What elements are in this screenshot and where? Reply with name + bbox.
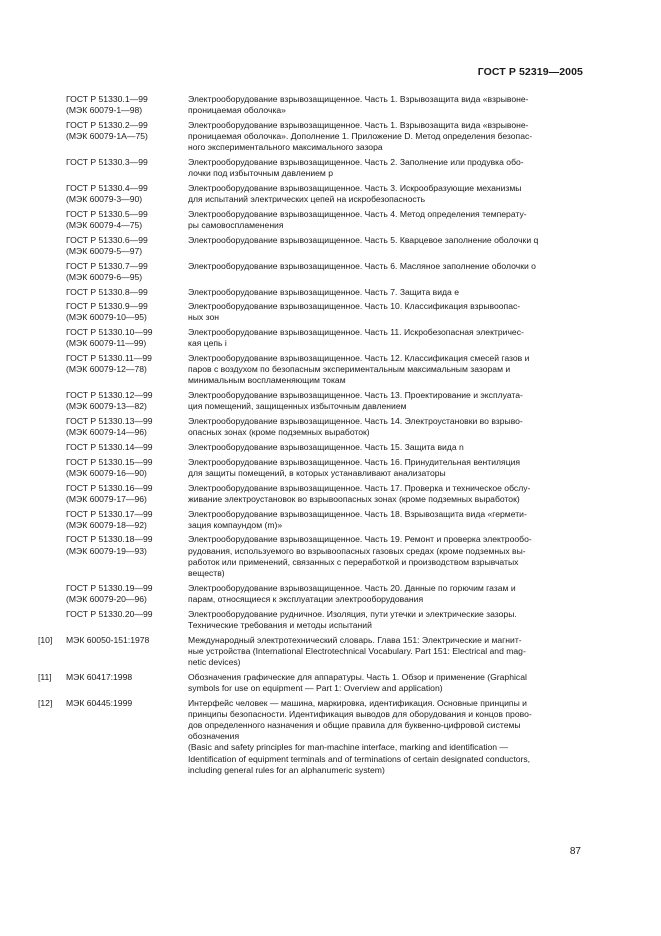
standard-designation: ГОСТ Р 51330.10—99 (66, 327, 153, 338)
reference-entry (38, 390, 588, 412)
reference-title-line: Электрооборудование рудничное. Изоляция, пути утечки и электрические зазоры. (188, 608, 517, 619)
reference-title-line: Электрооборудование взрывозащищенное. Часть 17. Проверка и техническое обслу- (188, 482, 531, 493)
reference-entry (38, 672, 588, 694)
reference-title-line: Электрооборудование взрывозащищенное. Часть 3. Искрообразующие механизмы (188, 182, 522, 193)
reference-title (188, 157, 588, 179)
reference-title-line: ного экспериментального максимального зазора (188, 142, 383, 153)
reference-code (66, 287, 188, 298)
standard-designation: ГОСТ Р 51330.6—99 (66, 234, 148, 245)
reference-number (38, 261, 66, 283)
reference-code (66, 534, 188, 579)
reference-code (66, 635, 188, 669)
reference-title-line: минимальным воспламеняющим токам (188, 375, 346, 386)
reference-title (188, 509, 588, 531)
reference-entry (38, 416, 588, 438)
reference-code (66, 483, 188, 505)
reference-number (38, 483, 66, 505)
reference-number (38, 327, 66, 349)
reference-code (66, 698, 188, 776)
reference-code (66, 672, 188, 694)
reference-title (188, 698, 588, 776)
standard-designation: (МЭК 60079-11—99) (66, 338, 147, 349)
reference-title-line: работок или применений, связанных с переработкой и производством взрывчатых (188, 556, 519, 567)
reference-code (66, 301, 188, 323)
reference-number (38, 416, 66, 438)
reference-code (66, 390, 188, 412)
reference-title-line: including general rules for an alphanumeric system) (188, 764, 385, 775)
reference-title-line: Электрооборудование взрывозащищенное. Часть 7. Защита вида e (188, 286, 459, 297)
reference-entry (38, 287, 588, 298)
standard-designation: ГОСТ Р 51330.11—99 (66, 353, 152, 364)
reference-title-line: Электрооборудование взрывозащищенное. Часть 10. Классификация взрывоопас- (188, 301, 521, 312)
reference-entry (38, 327, 588, 349)
reference-code (66, 157, 188, 179)
standard-designation: (МЭК 60079-6—95) (66, 271, 143, 282)
reference-code (66, 327, 188, 349)
reference-title-line: symbols for use on equipment — Part 1: Overview and application) (188, 682, 443, 693)
standard-designation: ГОСТ Р 51330.14—99 (66, 441, 153, 452)
reference-title (188, 261, 588, 283)
standard-designation: ГОСТ Р 51330.3—99 (66, 157, 148, 168)
standard-designation: (МЭК 60079-12—78) (66, 364, 147, 375)
reference-entry (38, 235, 588, 257)
reference-entry (38, 698, 588, 776)
reference-number (38, 353, 66, 387)
reference-title-line: Электрооборудование взрывозащищенное. Часть 19. Ремонт и проверка электрообо- (188, 534, 532, 545)
standard-designation: (МЭК 60079-4—75) (66, 220, 143, 231)
reference-title (188, 442, 588, 453)
reference-title (188, 416, 588, 438)
reference-title (188, 672, 588, 694)
reference-title (188, 327, 588, 349)
standard-designation: (МЭК 60079-20—96) (66, 593, 147, 604)
standard-designation: (МЭК 60079-18—92) (66, 519, 147, 530)
reference-title-line: ры самовоспламенения (188, 220, 284, 231)
reference-code (66, 509, 188, 531)
reference-title-line: рудования, используемого во взрывоопасных газовых средах (кроме подземных вы- (188, 545, 526, 556)
reference-code (66, 353, 188, 387)
reference-title-line: обозначения (188, 731, 240, 742)
reference-title (188, 534, 588, 579)
reference-title-line: Электрооборудование взрывозащищенное. Часть 12. Классификация смесей газов и (188, 353, 530, 364)
standard-designation: МЭК 60417:1998 (66, 671, 133, 682)
reference-title-line: для испытаний электрических цепей на искробезопасность (188, 194, 426, 205)
standard-designation: ГОСТ Р 51330.4—99 (66, 182, 148, 193)
reference-number (38, 120, 66, 154)
reference-title-line: Электрооборудование взрывозащищенное. Часть 15. Защита вида n (188, 441, 464, 452)
standard-designation: ГОСТ Р 51330.7—99 (66, 260, 148, 271)
reference-entry (38, 183, 588, 205)
reference-title (188, 457, 588, 479)
reference-number (38, 94, 66, 116)
reference-title-line: ных зон (188, 312, 219, 323)
reference-title-line: Международный электротехнический словарь. Глава 151: Электрические и магнит- (188, 634, 522, 645)
standard-designation: ГОСТ Р 51330.8—99 (66, 286, 148, 297)
standard-designation: ГОСТ Р 51330.20—99 (66, 608, 153, 619)
reference-title-line: паров с воздухом по безопасным экспериментальным максимальным зазорам и (188, 364, 511, 375)
reference-code (66, 209, 188, 231)
reference-entry (38, 509, 588, 531)
standard-designation: МЭК 60050-151:1978 (66, 634, 150, 645)
reference-entry (38, 120, 588, 154)
reference-title-line: ные устройства (International Electrotechnical Vocabulary. Part 151: Electrical and mag- (188, 645, 526, 656)
reference-title-line: Электрооборудование взрывозащищенное. Часть 1. Взрывозащита вида «взрывоне- (188, 119, 529, 130)
standard-designation: (МЭК 60079-17—96) (66, 493, 147, 504)
standard-designation: ГОСТ Р 51330.9—99 (66, 301, 148, 312)
reference-code (66, 583, 188, 605)
reference-entry (38, 301, 588, 323)
reference-entry (38, 94, 588, 116)
reference-list (38, 94, 588, 779)
reference-code (66, 457, 188, 479)
reference-entry (38, 353, 588, 387)
reference-title-line: Технические требования и методы испытаний (188, 619, 372, 630)
standard-designation: ГОСТ Р 51330.16—99 (66, 482, 153, 493)
reference-entry (38, 483, 588, 505)
reference-title-line: Электрооборудование взрывозащищенное. Часть 14. Электроустановки во взрыво- (188, 416, 523, 427)
reference-title-line: зация компаундом (m)» (188, 519, 283, 530)
standard-designation: (МЭК 60079-10—95) (66, 312, 147, 323)
reference-number (38, 183, 66, 205)
standard-designation: (МЭК 60079-16—90) (66, 467, 147, 478)
reference-entry (38, 261, 588, 283)
reference-title-line: Электрооборудование взрывозащищенное. Часть 20. Данные по горючим газам и (188, 582, 516, 593)
reference-number (38, 390, 66, 412)
reference-title-line: netic devices) (188, 656, 241, 667)
reference-number (38, 457, 66, 479)
reference-title (188, 209, 588, 231)
reference-title-line: принципы безопасности. Идентификация выводов для оборудования и концов прово- (188, 708, 532, 719)
reference-number (38, 509, 66, 531)
reference-title-line: опасных зонах (кроме подземных выработок) (188, 427, 370, 438)
reference-title-line: Интерфейс человек — машина, маркировка, идентификация. Основные принципы и (188, 697, 527, 708)
reference-title (188, 583, 588, 605)
reference-title-line: Электрооборудование взрывозащищенное. Часть 6. Масляное заполнение оболочки o (188, 260, 536, 271)
page-number: 87 (569, 846, 581, 857)
reference-number: [10] (38, 634, 53, 645)
reference-code (66, 183, 188, 205)
reference-title (188, 483, 588, 505)
reference-title (188, 353, 588, 387)
reference-code (66, 120, 188, 154)
reference-code (66, 416, 188, 438)
standard-designation: (МЭК 60079-3—90) (66, 194, 143, 205)
reference-title-line: Электрооборудование взрывозащищенное. Часть 13. Проектирование и эксплуата- (188, 390, 523, 401)
reference-title-line: Identification of equipment terminals and of terminations of certain designated conductors, (188, 753, 531, 764)
reference-title-line: (Basic and safety principles for man-machine interface, marking and identification — (188, 742, 509, 753)
reference-title-line: Электрооборудование взрывозащищенное. Часть 1. Взрывозащита вида «взрывоне- (188, 94, 529, 104)
reference-code (66, 94, 188, 116)
reference-number (38, 287, 66, 298)
reference-entry (38, 635, 588, 669)
standard-designation: (МЭК 60079-1—98) (66, 105, 143, 116)
reference-number (38, 157, 66, 179)
reference-number: [12] (38, 697, 53, 708)
reference-number: [11] (38, 671, 52, 682)
reference-entry (38, 209, 588, 231)
standard-designation: (МЭК 60079-19—93) (66, 545, 147, 556)
standard-designation: ГОСТ Р 51330.13—99 (66, 416, 153, 427)
reference-title-line: лочки под избыточным давлением p (188, 168, 333, 179)
reference-entry (38, 457, 588, 479)
reference-title-line: ция помещений, защищенных избыточным давлением (188, 401, 407, 412)
standard-designation: ГОСТ Р 51330.5—99 (66, 208, 148, 219)
reference-number (38, 209, 66, 231)
reference-title-line: дов определенного назначения и общие правила для буквенно-цифровой системы (188, 719, 521, 730)
document-header: ГОСТ Р 52319—2005 (477, 66, 583, 78)
reference-number (38, 442, 66, 453)
standard-designation: (МЭК 60079-14—96) (66, 427, 147, 438)
reference-title-line: Электрооборудование взрывозащищенное. Часть 2. Заполнение или продувка обо- (188, 157, 524, 168)
reference-number (38, 609, 66, 631)
standard-designation: ГОСТ Р 51330.18—99 (66, 534, 153, 545)
standard-designation: (МЭК 60079-1А—75) (66, 131, 148, 142)
standard-designation: ГОСТ Р 51330.19—99 (66, 582, 153, 593)
reference-title (188, 235, 588, 257)
standard-designation: ГОСТ Р 51330.2—99 (66, 119, 148, 130)
standard-designation: ГОСТ Р 51330.12—99 (66, 390, 153, 401)
reference-title-line: Обозначения графические для аппаратуры. Часть 1. Обзор и применение (Graphical (188, 671, 527, 682)
reference-number (38, 235, 66, 257)
reference-entry (38, 442, 588, 453)
reference-title-line: веществ) (188, 568, 225, 579)
reference-title-line: Электрооборудование взрывозащищенное. Часть 4. Метод определения температу- (188, 208, 527, 219)
reference-title-line: для защиты помещений, в которых устанавливают анализаторы (188, 467, 446, 478)
standard-designation: (МЭК 60079-5—97) (66, 245, 143, 256)
reference-title (188, 94, 588, 116)
reference-entry (38, 609, 588, 631)
reference-title (188, 390, 588, 412)
reference-title-line: Электрооборудование взрывозащищенное. Часть 5. Кварцевое заполнение оболочки q (188, 234, 539, 245)
reference-title-line: Электрооборудование взрывозащищенное. Часть 18. Взрывозащита вида «гермети- (188, 508, 527, 519)
reference-title (188, 609, 588, 631)
reference-title-line: Электрооборудование взрывозащищенное. Часть 16. Принудительная вентиляция (188, 456, 521, 467)
reference-title (188, 183, 588, 205)
standard-designation: МЭК 60445:1999 (66, 697, 133, 708)
reference-entry (38, 157, 588, 179)
reference-code (66, 235, 188, 257)
standard-designation: (МЭК 60079-13—82) (66, 401, 147, 412)
reference-title (188, 287, 588, 298)
reference-title-line: парам, относящиеся к эксплуатации электрооборудования (188, 593, 424, 604)
reference-title-line: кая цепь i (188, 338, 227, 349)
reference-title-line: проницаемая оболочка». Дополнение 1. Приложение D. Метод определения безопас- (188, 131, 533, 142)
reference-title-line: живание электроустановок во взрывоопасных зонах (кроме подземных выработок) (188, 493, 520, 504)
standard-designation: ГОСТ Р 51330.15—99 (66, 456, 153, 467)
reference-number (38, 301, 66, 323)
reference-number (38, 583, 66, 605)
reference-number (38, 534, 66, 579)
reference-title (188, 120, 588, 154)
reference-code (66, 261, 188, 283)
reference-code (66, 609, 188, 631)
reference-title-line: проницаемая оболочка» (188, 105, 286, 116)
reference-entry (38, 534, 588, 579)
reference-title (188, 301, 588, 323)
standard-designation: ГОСТ Р 51330.1—99 (66, 94, 148, 104)
reference-code (66, 442, 188, 453)
reference-title-line: Электрооборудование взрывозащищенное. Часть 11. Искробезопасная электричес- (188, 327, 524, 338)
reference-entry (38, 583, 588, 605)
standard-designation: ГОСТ Р 51330.17—99 (66, 508, 153, 519)
reference-title (188, 635, 588, 669)
